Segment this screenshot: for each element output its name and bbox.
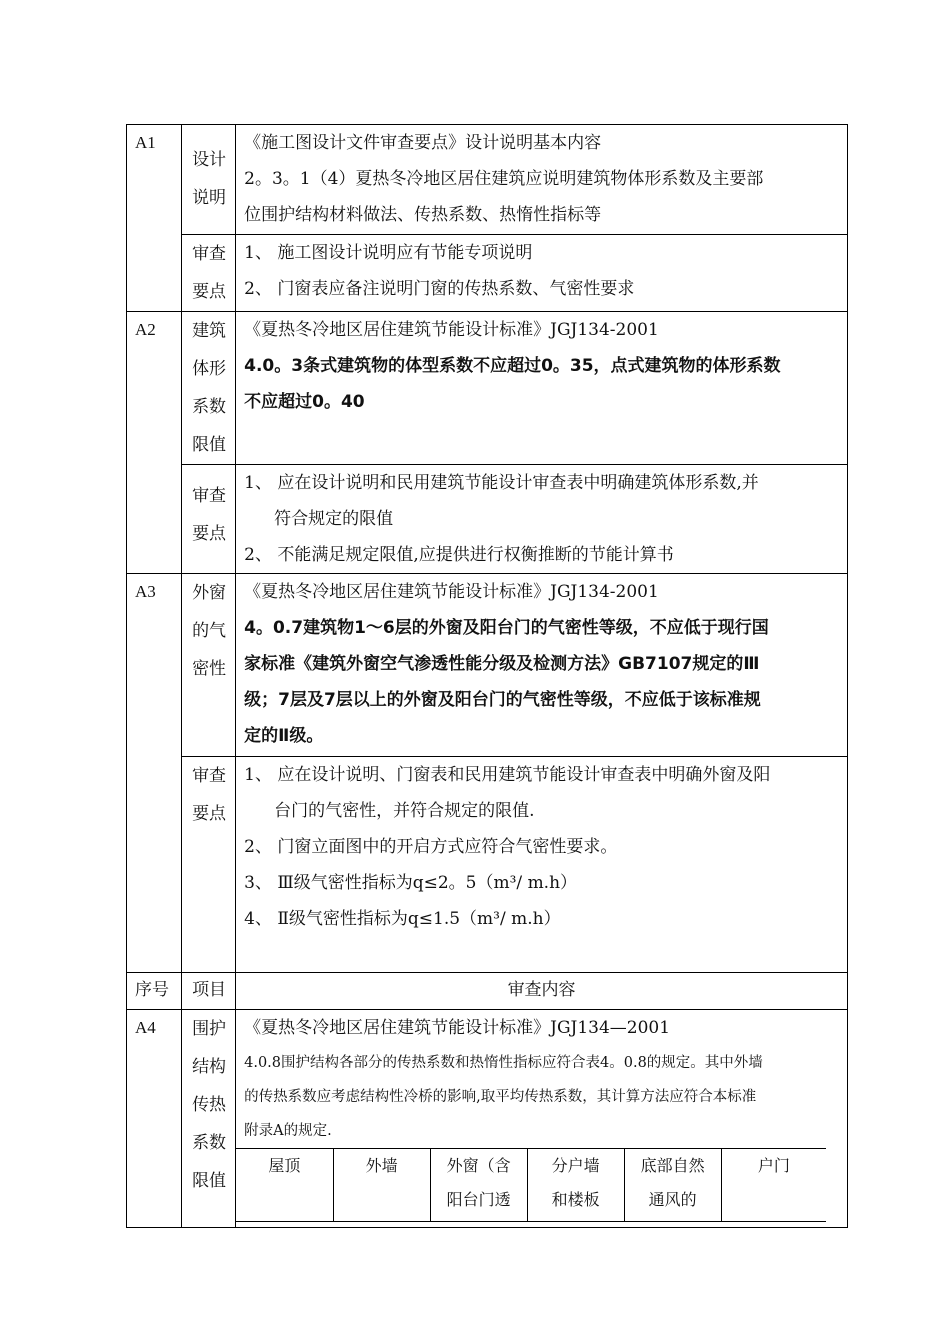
header-cell [236,973,848,1010]
content-cell [236,125,848,235]
content-cell [236,312,848,465]
content-line: 2。3。1（4）夏热冬冷地区居住建筑应说明建筑物体形系数及主要部 [244,169,764,189]
list-item-continuation: 符合规定的限值 [274,509,394,529]
item-label: 审查要点 [192,766,227,824]
table-row [127,574,848,757]
table-row [127,757,848,973]
nested-header-cell: 屋顶 [236,1149,333,1221]
content-line: 的传热系数应考虑结构性冷桥的影响,取平均传热系数，其计算方法应符合本标准 [244,1089,757,1105]
table-row [127,235,848,312]
item-cell [182,465,236,574]
content-line: 《夏热冬冷地区居住建筑节能设计标准》JGJ134-2001 [244,582,659,602]
column-header: 审查内容 [507,980,576,1000]
row-code-cell [127,1010,182,1228]
row-code: A4 [135,1018,156,1037]
list-item: 2、 门窗表应备注说明门窗的传热系数、气密性要求 [244,279,635,299]
nested-table [236,1148,826,1222]
row-code-cell [127,312,182,574]
item-label: 设计说明 [192,150,227,208]
nested-header-cell: 外窗（含阳台门透 [430,1149,527,1221]
content-line: 定的Ⅱ级。 [244,726,324,746]
content-line: 不应超过0。40 [244,392,365,412]
nested-header-cell: 户门 [757,1156,790,1175]
list-item: 3、 Ⅲ级气密性指标为q≤2。5（m³/ m.h） [244,873,578,893]
content-cell [236,757,848,973]
table-row [127,465,848,574]
item-label: 建筑体形系数限值 [192,321,227,455]
item-label: 外窗的气密性 [192,583,227,679]
column-header: 序号 [135,980,169,999]
table-header-row [127,973,848,1010]
item-cell [182,757,236,973]
table-row [127,1010,848,1228]
item-cell [182,312,236,465]
item-cell [182,1010,236,1228]
content-line: 4.0.8围护结构各部分的传热系数和热惰性指标应符合表4。0.8的规定。其中外墙 [244,1055,763,1071]
nested-header-cell: 底部自然通风的 [624,1149,721,1221]
item-cell [182,574,236,757]
table-row [127,312,848,465]
item-cell [182,125,236,235]
content-line: 4.0。3条式建筑物的体型系数不应超过0。35，点式建筑物的体形系数 [244,356,781,376]
list-item: 2、 不能满足规定限值,应提供进行权衡推断的节能计算书 [244,545,674,565]
content-line: 家标准《建筑外窗空气渗透性能分级及检测方法》GB7107规定的Ⅲ [244,654,760,674]
item-label: 审查要点 [192,244,227,302]
content-cell [236,1010,848,1228]
row-code: A2 [135,320,156,339]
content-cell [236,574,848,757]
content-line: 《夏热冬冷地区居住建筑节能设计标准》JGJ134-2001 [244,320,659,340]
list-item: 4、 Ⅱ级气密性指标为q≤1.5（m³/ m.h） [244,909,561,929]
row-code-cell [127,125,182,312]
content-cell [236,465,848,574]
content-line: 附录A的规定. [244,1123,332,1139]
nested-header-cell: 外墙 [333,1149,430,1221]
content-line: 级；7层及7层以上的外窗及阳台门的气密性等级，不应低于该标准规 [244,690,761,710]
column-header: 项目 [192,980,227,1000]
row-code-cell [127,574,182,973]
item-cell [182,235,236,312]
content-line: 《施工图设计文件审查要点》设计说明基本内容 [244,133,602,153]
content-line: 4。0.7建筑物1～6层的外窗及阳台门的气密性等级，不应低于现行国 [244,618,769,638]
row-code: A1 [135,133,156,152]
list-item: 2、 门窗立面图中的开启方式应符合气密性要求。 [244,837,618,857]
item-label: 审查要点 [192,486,227,544]
nested-header-cell: 分户墙和楼板 [527,1149,624,1221]
header-cell [182,973,236,1010]
row-code: A3 [135,582,156,601]
review-table [126,124,848,1228]
header-cell [127,973,182,1010]
list-item: 1、 施工图设计说明应有节能专项说明 [244,243,533,263]
item-label: 围护结构传热系数限值 [192,1019,227,1191]
content-line: 《夏热冬冷地区居住建筑节能设计标准》JGJ134—2001 [244,1018,671,1038]
table-row [127,125,848,235]
list-item: 1、 应在设计说明和民用建筑节能设计审查表中明确建筑体形系数,并 [244,473,759,493]
list-item: 1、 应在设计说明、门窗表和民用建筑节能设计审查表中明确外窗及阳 [244,765,771,785]
content-cell [236,235,848,312]
content-line: 位围护结构材料做法、传热系数、热惰性指标等 [244,205,602,225]
list-item-continuation: 台门的气密性，并符合规定的限值. [274,801,535,821]
